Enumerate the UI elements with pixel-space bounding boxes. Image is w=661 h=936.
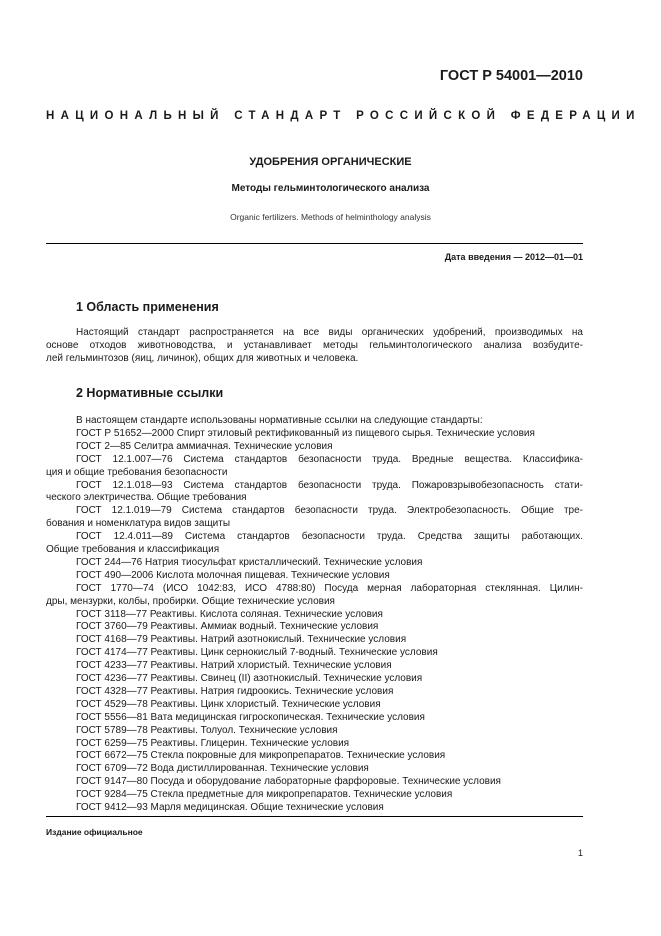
reference-line: ГОСТ 1770—74 (ИСО 1042:83, ИСО 4788:80) Посуда мерная лабораторная стеклянная. Цилин- bbox=[76, 582, 583, 594]
edition-label: Издание официальное bbox=[46, 827, 143, 837]
reference-line: ГОСТ 244—76 Натрия тиосульфат кристаллический. Технические условия bbox=[76, 556, 423, 568]
reference-line: ция и общие требования безопасности bbox=[46, 466, 228, 478]
title-divider bbox=[46, 243, 583, 244]
document-number: ГОСТ Р 54001—2010 bbox=[439, 68, 583, 84]
section-1-heading: 1 Область применения bbox=[76, 300, 219, 314]
paragraph-line: основе отходов животноводства, и устанавливает методы гельминтологического анализа возбудите- bbox=[46, 340, 583, 351]
paragraph-line: Настоящий стандарт распространяется на все виды органических удобрений, производимых на bbox=[76, 327, 583, 338]
reference-line: В настоящем стандарте использованы нормативные ссылки на следующие стандарты: bbox=[76, 415, 483, 426]
reference-line: ГОСТ 6259—75 Реактивы. Глицерин. Технические условия bbox=[76, 737, 350, 749]
reference-line: ГОСТ 12.1.018—93 Система стандартов безопасности труда. Пожаровзрывобезопасность стати- bbox=[76, 479, 583, 491]
reference-line: ГОСТ 2—85 Селитра аммиачная. Технические условия bbox=[76, 440, 333, 452]
reference-line: ГОСТ 3760—79 Реактивы. Аммиак водный. Технические условия bbox=[76, 621, 379, 633]
document-subtitle: Методы гельминтологического анализа bbox=[231, 183, 430, 194]
reference-line: ГОСТ 12.1.019—79 Система стандартов безопасности труда. Электробезопасность. Общие тре- bbox=[76, 505, 583, 517]
reference-line: ГОСТ 6672—75 Стекла покровные для микропрепаратов. Технические условия bbox=[76, 750, 446, 762]
reference-line: дры, мензурки, колбы, пробирки. Общие технические условия bbox=[46, 595, 335, 607]
section-1-paragraph bbox=[46, 326, 583, 365]
reference-line: Общие требования и классификация bbox=[46, 544, 220, 555]
reference-line: ГОСТ 6709—72 Вода дистиллированная. Технические условия bbox=[76, 763, 369, 775]
normative-references-list bbox=[46, 415, 583, 815]
reference-line: ГОСТ 490—2006 Кислота молочная пищевая. Технические условия bbox=[76, 569, 390, 581]
document-title-english: Organic fertilizers. Methods of helminthology analysis bbox=[230, 212, 431, 222]
reference-line: ГОСТ Р 51652—2000 Спирт этиловый ректификованный из пищевого сырья. Технические условия bbox=[76, 427, 535, 439]
reference-line: ГОСТ 9412—93 Марля медицинская. Общие технические условия bbox=[76, 802, 384, 814]
footer-divider bbox=[46, 816, 583, 817]
reference-line: бования и номенклатура видов защиты bbox=[46, 518, 231, 530]
page-number: 1 bbox=[577, 848, 583, 858]
reference-line: ГОСТ 4328—77 Реактивы. Натрия гидроокись. Технические условия bbox=[76, 685, 394, 697]
reference-line: ГОСТ 9147—80 Посуда и оборудование лабораторные фарфоровые. Технические условия bbox=[76, 776, 501, 788]
reference-line: ГОСТ 12.1.007—76 Система стандартов безопасности труда. Вредные вещества. Классифика- bbox=[76, 453, 583, 465]
reference-line: ГОСТ 5789—78 Реактивы. Толуол. Технические условия bbox=[76, 724, 338, 736]
reference-line: ГОСТ 4233—77 Реактивы. Натрий хлористый. Технические условия bbox=[76, 660, 392, 672]
reference-line: ГОСТ 5556—81 Вата медицинская гигроскопическая. Технические условия bbox=[76, 711, 425, 723]
reference-line: ГОСТ 4529—78 Реактивы. Цинк хлористый. Технические условия bbox=[76, 698, 381, 710]
reference-line: ГОСТ 4168—79 Реактивы. Натрий азотнокислый. Технические условия bbox=[76, 634, 407, 646]
section-2-heading: 2 Нормативные ссылки bbox=[76, 386, 224, 400]
reference-line: ГОСТ 9284—75 Стекла предметные для микропрепаратов. Технические условия bbox=[76, 789, 453, 801]
reference-line: ческого электричества. Общие требования bbox=[46, 492, 247, 504]
reference-line: ГОСТ 4236—77 Реактивы. Свинец (II) азотнокислый. Технические условия bbox=[76, 673, 423, 685]
reference-line: ГОСТ 3118—77 Реактивы. Кислота соляная. Технические условия bbox=[76, 608, 383, 620]
reference-line: ГОСТ 12.4.011—89 Система стандартов безопасности труда. Средства защиты работающих. bbox=[76, 531, 583, 543]
national-standard-banner: НАЦИОНАЛЬНЫЙ СТАНДАРТ РОССИЙСКОЙ ФЕДЕРАЦИИ bbox=[46, 110, 641, 122]
document-title: УДОБРЕНИЯ ОРГАНИЧЕСКИЕ bbox=[249, 156, 412, 168]
introduction-date: Дата введения — 2012—01—01 bbox=[444, 252, 583, 262]
paragraph-line: лей гельминтозов (яиц, личинок), общих для животных и человека. bbox=[46, 353, 359, 364]
reference-line: ГОСТ 4174—77 Реактивы. Цинк сернокислый 7-водный. Технические условия bbox=[76, 647, 438, 659]
